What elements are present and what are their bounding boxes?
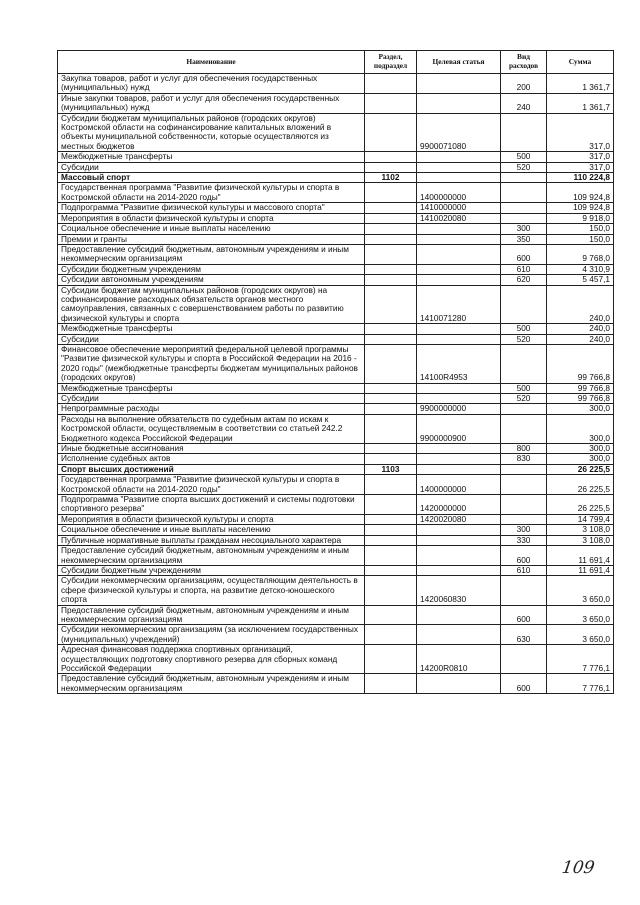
cell-sum: 317,0 [547,113,614,152]
cell-kind: 600 [501,244,547,264]
cell-sum: 110 224,8 [547,173,614,183]
table-row [58,495,614,515]
cell-name: Иные бюджетные ассигнования [58,444,365,454]
cell-sum: 7 776,1 [547,645,614,674]
cell-target [417,334,501,344]
cell-section [365,93,417,113]
cell-kind [501,514,547,524]
cell-section [365,475,417,495]
cell-sum: 99 766,8 [547,394,614,404]
cell-name: Субсидии бюджетам муниципальных районов (городских округов) Костромской области на софинансирование капитальных вложений в объекты муниципальной собственности, которые осуществляются из местных бюджетов [58,113,365,152]
cell-name: Массовый спорт [58,173,365,183]
cell-kind [501,464,547,474]
cell-kind: 500 [501,383,547,393]
table-row [58,224,614,234]
cell-target [417,625,501,645]
cell-target [417,546,501,566]
table-row [58,285,614,324]
cell-sum: 3 650,0 [547,576,614,605]
cell-name: Государственная программа "Развитие физической культуры и спорта в Костромской области на 2014-2020 годы" [58,183,365,203]
cell-section [365,244,417,264]
cell-section [365,344,417,383]
cell-section [365,674,417,694]
page-number: 109 [560,858,596,878]
cell-name: Предоставление субсидий бюджетным, автономным учреждениям и иным некоммерческим организациям [58,546,365,566]
cell-target: 14200R0810 [417,645,501,674]
cell-section [365,383,417,393]
cell-kind: 630 [501,625,547,645]
cell-section [365,162,417,172]
cell-kind: 350 [501,234,547,244]
cell-target [417,74,501,94]
cell-kind [501,173,547,183]
cell-name: Мероприятия в области физической культуры и спорта [58,213,365,223]
cell-sum: 9 918,0 [547,213,614,223]
table-row [58,514,614,524]
table-row [58,565,614,575]
cell-name: Субсидии [58,334,365,344]
cell-name: Субсидии бюджетам муниципальных районов (городских округов) на софинансирование расходных обязательств органов местного самоуправления, связанных с совершенствованием работы по развитию физической культуры и спорта [58,285,365,324]
table-row [58,74,614,94]
cell-name: Подпрограмма "Развитие физической культуры и массового спорта" [58,203,365,213]
cell-name: Премии и гранты [58,234,365,244]
table-body [58,74,614,694]
cell-section [365,495,417,515]
cell-name: Государственная программа "Развитие физической культуры и спорта в Костромской области на 2014-2020 годы" [58,475,365,495]
cell-sum: 99 766,8 [547,383,614,393]
cell-name: Иные закупки товаров, работ и услуг для обеспечения государственных (муниципальных) нужд [58,93,365,113]
cell-target [417,224,501,234]
cell-target: 1400000000 [417,183,501,203]
cell-name: Предоставление субсидий бюджетным, автономным учреждениям и иным некоммерческим организациям [58,674,365,694]
cell-name: Субсидии [58,162,365,172]
table-row [58,404,614,414]
budget-sheet [57,50,613,694]
table-row [58,264,614,274]
cell-kind [501,576,547,605]
cell-target: 1410000000 [417,203,501,213]
cell-section: 1102 [365,173,417,183]
cell-kind [501,475,547,495]
cell-kind [501,404,547,414]
header-target: Целевая статья [417,51,501,74]
cell-section [365,546,417,566]
cell-target [417,565,501,575]
table-row [58,234,614,244]
cell-kind: 520 [501,162,547,172]
cell-kind: 520 [501,334,547,344]
cell-sum: 5 457,1 [547,275,614,285]
cell-section: 1103 [365,464,417,474]
table-row [58,275,614,285]
cell-name: Предоставление субсидий бюджетным, автономным учреждениям и иным некоммерческим организациям [58,244,365,264]
cell-target [417,324,501,334]
table-row [58,525,614,535]
table-row [58,162,614,172]
cell-target: 1420020080 [417,514,501,524]
cell-sum: 240,0 [547,285,614,324]
cell-sum: 300,0 [547,414,614,443]
cell-sum: 26 225,5 [547,495,614,515]
cell-sum: 300,0 [547,404,614,414]
cell-target: 1410071280 [417,285,501,324]
cell-sum: 7 776,1 [547,674,614,694]
cell-section [365,605,417,625]
table-row [58,475,614,495]
cell-kind: 600 [501,674,547,694]
table-row [58,93,614,113]
cell-name: Подпрограмма "Развитие спорта высших достижений и системы подготовки спортивного резерва" [58,495,365,515]
cell-section [365,565,417,575]
cell-sum: 150,0 [547,224,614,234]
cell-kind: 520 [501,394,547,404]
table-row [58,334,614,344]
cell-kind: 300 [501,224,547,234]
cell-target [417,173,501,183]
cell-kind [501,113,547,152]
table-row [58,383,614,393]
cell-target [417,234,501,244]
cell-sum: 317,0 [547,162,614,172]
budget-table [57,50,614,694]
cell-name: Социальное обеспечение и иные выплаты населению [58,224,365,234]
table-header-row [58,51,614,74]
cell-kind [501,285,547,324]
cell-target [417,264,501,274]
cell-sum: 240,0 [547,324,614,334]
cell-sum: 300,0 [547,454,614,464]
cell-section [365,324,417,334]
cell-target: 1420060830 [417,576,501,605]
cell-kind: 600 [501,546,547,566]
table-row [58,674,614,694]
table-row [58,605,614,625]
cell-section [365,525,417,535]
cell-section [365,414,417,443]
table-row [58,454,614,464]
cell-sum: 11 691,4 [547,565,614,575]
cell-target [417,152,501,162]
header-name: Наименование [58,51,365,74]
table-row [58,444,614,454]
cell-section [365,74,417,94]
table-row [58,244,614,264]
cell-name: Межбюджетные трансферты [58,324,365,334]
table-row [58,414,614,443]
cell-kind: 610 [501,264,547,274]
table-row [58,113,614,152]
cell-kind: 240 [501,93,547,113]
cell-sum: 9 768,0 [547,244,614,264]
cell-kind: 330 [501,535,547,545]
cell-name: Межбюджетные трансферты [58,383,365,393]
cell-target: 14100R4953 [417,344,501,383]
cell-target [417,605,501,625]
cell-name: Непрограммные расходы [58,404,365,414]
table-row [58,576,614,605]
cell-sum: 3 650,0 [547,625,614,645]
table-row [58,344,614,383]
cell-sum: 11 691,4 [547,546,614,566]
cell-name: Социальное обеспечение и иные выплаты населению [58,525,365,535]
cell-kind [501,213,547,223]
cell-kind: 600 [501,605,547,625]
cell-target [417,525,501,535]
cell-sum: 240,0 [547,334,614,344]
cell-name: Спорт высших достижений [58,464,365,474]
table-row [58,625,614,645]
cell-kind [501,645,547,674]
cell-sum: 300,0 [547,444,614,454]
cell-target: 1400000000 [417,475,501,495]
table-row [58,152,614,162]
cell-target [417,674,501,694]
cell-kind: 200 [501,74,547,94]
cell-target [417,275,501,285]
cell-sum: 14 799,4 [547,514,614,524]
cell-kind [501,414,547,443]
table-row [58,645,614,674]
cell-kind: 500 [501,324,547,334]
cell-target [417,394,501,404]
cell-target: 1410020080 [417,213,501,223]
cell-section [365,113,417,152]
cell-section [365,454,417,464]
cell-name: Субсидии автономным учреждениям [58,275,365,285]
cell-kind: 800 [501,444,547,454]
cell-section [365,334,417,344]
cell-target [417,454,501,464]
cell-name: Предоставление субсидий бюджетным, автономным учреждениям и иным некоммерческим организациям [58,605,365,625]
cell-target [417,244,501,264]
cell-name: Субсидии [58,394,365,404]
cell-kind: 610 [501,565,547,575]
cell-name: Межбюджетные трансферты [58,152,365,162]
cell-name: Субсидии некоммерческим организациям, осуществляющим деятельность в сфере физической культуры и спорта, на развитие детско-юношеского спорта [58,576,365,605]
cell-section [365,234,417,244]
cell-section [365,404,417,414]
cell-sum: 3 108,0 [547,535,614,545]
cell-target: 9900000900 [417,414,501,443]
cell-kind: 830 [501,454,547,464]
cell-kind: 620 [501,275,547,285]
cell-section [365,203,417,213]
cell-section [365,285,417,324]
cell-kind: 500 [501,152,547,162]
cell-section [365,394,417,404]
cell-sum: 1 361,7 [547,93,614,113]
table-row [58,535,614,545]
cell-section [365,224,417,234]
cell-name: Исполнение судебных актов [58,454,365,464]
table-row [58,394,614,404]
cell-sum: 317,0 [547,152,614,162]
header-section: Раздел, подраздел [365,51,417,74]
cell-section [365,535,417,545]
cell-sum: 109 924,8 [547,183,614,203]
cell-name: Адресная финансовая поддержка спортивных организаций, осуществляющих подготовку спортивного резерва для сборных команд Российской Федерации [58,645,365,674]
cell-kind [501,495,547,515]
cell-name: Субсидии некоммерческим организациям (за исключением государственных (муниципальных) учреждений) [58,625,365,645]
cell-name: Расходы на выполнение обязательств по судебным актам по искам к Костромской области, осуществляемым в соответствии со статьей 242.2 Бюджетного кодекса Российской Федерации [58,414,365,443]
cell-sum: 150,0 [547,234,614,244]
table-row [58,213,614,223]
cell-kind [501,183,547,203]
cell-section [365,514,417,524]
cell-section [365,275,417,285]
cell-sum: 1 361,7 [547,74,614,94]
table-row [58,173,614,183]
cell-target [417,162,501,172]
cell-section [365,152,417,162]
cell-sum: 26 225,5 [547,464,614,474]
table-row [58,324,614,334]
cell-section [365,264,417,274]
cell-sum: 3 108,0 [547,525,614,535]
cell-name: Закупка товаров, работ и услуг для обеспечения государственных (муниципальных) нужд [58,74,365,94]
cell-section [365,183,417,203]
cell-kind [501,203,547,213]
cell-target [417,93,501,113]
cell-name: Мероприятия в области физической культуры и спорта [58,514,365,524]
table-row [58,464,614,474]
cell-sum: 99 766,8 [547,344,614,383]
cell-target [417,464,501,474]
table-row [58,203,614,213]
cell-name: Субсидии бюджетным учреждениям [58,264,365,274]
cell-section [365,213,417,223]
cell-sum: 3 650,0 [547,605,614,625]
table-row [58,183,614,203]
cell-target [417,444,501,454]
cell-name: Субсидии бюджетным учреждениям [58,565,365,575]
cell-sum: 4 310,9 [547,264,614,274]
cell-kind: 300 [501,525,547,535]
cell-section [365,645,417,674]
cell-sum: 26 225,5 [547,475,614,495]
cell-target: 1420000000 [417,495,501,515]
cell-target [417,383,501,393]
cell-target: 9900000000 [417,404,501,414]
cell-section [365,576,417,605]
cell-name: Финансовое обеспечение мероприятий федеральной целевой программы "Развитие физической культуры и спорта в Российской Федерации на 2016 - 2020 годы" (межбюджетные трансферты бюджетам муниципальных районов (городских округов) [58,344,365,383]
cell-kind [501,344,547,383]
cell-target: 9900071080 [417,113,501,152]
cell-section [365,444,417,454]
cell-name: Публичные нормативные выплаты гражданам несоциального характера [58,535,365,545]
table-row [58,546,614,566]
cell-target [417,535,501,545]
header-sum: Сумма [547,51,614,74]
header-kind: Вид расходов [501,51,547,74]
cell-sum: 109 924,8 [547,203,614,213]
cell-section [365,625,417,645]
